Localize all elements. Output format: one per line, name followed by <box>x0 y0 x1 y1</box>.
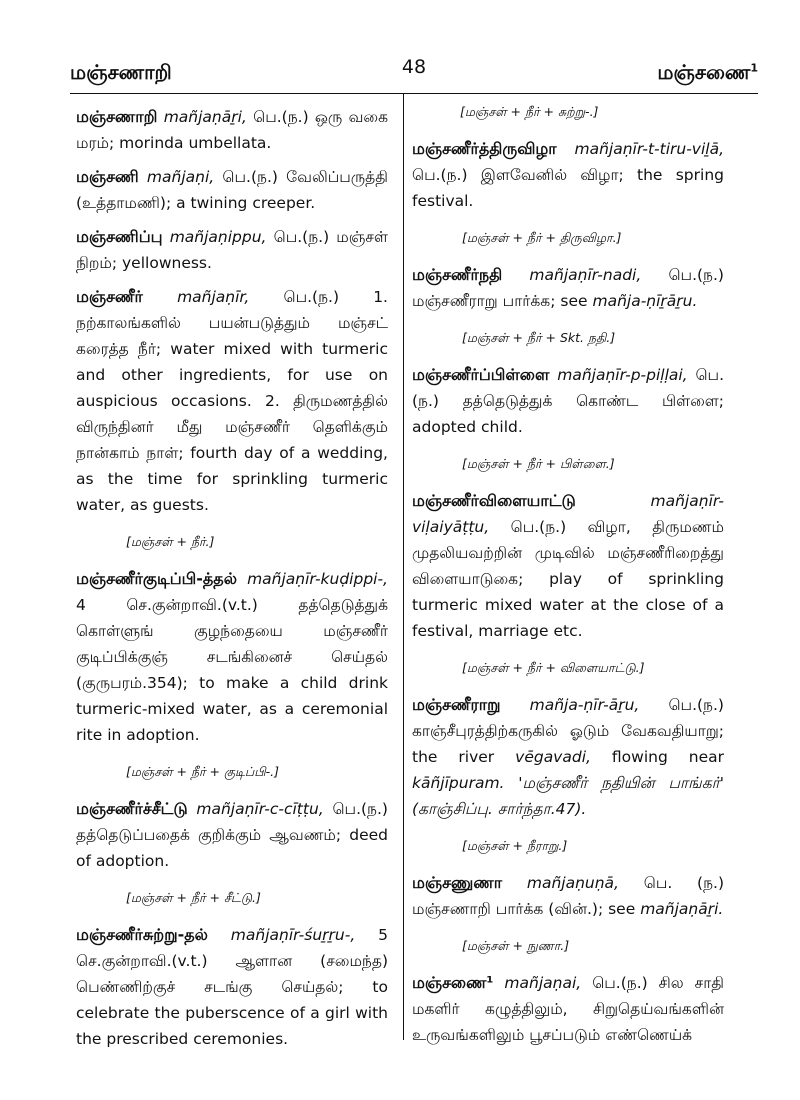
transliteration: mañjaṇīr-c-cīṭṭu, <box>196 800 324 818</box>
dictionary-entry <box>76 284 388 518</box>
definition: பெ.(ந.) விழா, திருமணம் முதலியவற்றின் முடிவில் மஞ்சணீரிறைத்து விளையாடுகை; play of sprinkling turmeric mixed water at the close of a festival, marriage etc. <box>412 518 724 640</box>
dictionary-entry <box>412 488 724 644</box>
definition: பெ.(ந.) 1. நற்காலங்களில் பயன்படுத்தும் மஞ்சட் கரைத்த நீர்; water mixed with turmeric and other ingredients, for use on auspicious occasions. 2. திருமணத்தில் விருந்தினர் மீது மஞ்சணீர் தெளிக்கும் நான்காம் நாள்; fourth day of a wedding, as the time for sprinkling turmeric water, as guests. <box>76 288 388 514</box>
citation: kāñjīpuram. 'மஞ்சணீர் நதியின் பாங்கர்' (காஞ்சிப்பு. சார்ந்தா.47). <box>412 774 724 818</box>
etymology: [மஞ்சள் + நீர் + சீட்டு.] <box>126 890 261 905</box>
headword: மஞ்சணீர்ச்சீட்டு <box>76 799 188 818</box>
page-header <box>70 48 758 88</box>
running-head-right-sup: 1 <box>750 61 758 75</box>
definition: பெ.(ந.) தத்தெடுத்துக் கொண்ட பிள்ளை; adopted child. <box>412 366 724 436</box>
dictionary-entry <box>76 164 388 216</box>
definition: 4 செ.குன்றாவி.(v.t.) தத்தெடுத்துக் கொள்ளுங் குழந்தையை மஞ்சணீர் குடிப்பிக்குஞ் சடங்கினைச் செய்தல் (குருபரம்.354); to make a child drink turmeric-mixed water, as a ceremonial rite in adoption. <box>76 596 388 744</box>
running-head-left: மஞ்சணாறி <box>70 60 172 84</box>
headword: மஞ்சணீர்சுற்று-தல் <box>76 925 208 944</box>
etymology: [மஞ்சள் + நுணா.] <box>462 938 570 953</box>
transliteration: mañjaṇīr-viḷaiyāṭṭu, <box>412 492 724 536</box>
definition: பெ.(ந.) வேலிப்பருத்தி (உத்தாமணி); a twining creeper. <box>76 168 388 212</box>
dictionary-entry <box>412 362 724 440</box>
definition: பெ.(ந.) மஞ்சள் நிறம்; yellowness. <box>76 228 388 272</box>
transliteration: mañjaṇīr-śuṟṟu-, <box>230 926 356 944</box>
etymology: [மஞ்சள் + நீர் + குடிப்பி-.] <box>126 764 279 779</box>
headword: மஞ்சணாறி <box>76 107 158 126</box>
definition: பெ.(ந.) இளவேனில் விழா; the spring festival. <box>412 166 724 210</box>
column-divider <box>403 94 404 1040</box>
dictionary-entry <box>412 262 724 314</box>
headword: மஞ்சணீர் <box>76 287 143 306</box>
headword: மஞ்சணுணா <box>412 873 503 892</box>
headword: மஞ்சணீர்விளையாட்டு <box>412 491 576 510</box>
dictionary-entry <box>412 692 724 822</box>
etymology: [மஞ்சள் + நீர் + விளையாட்டு.] <box>462 660 645 675</box>
definition: பெ.(ந.) தத்தெடுப்பதைக் குறிக்கும் ஆவணம்; deed of adoption. <box>76 800 388 870</box>
headword: மஞ்சணி <box>76 167 139 186</box>
headword: மஞ்சணீர்நதி <box>412 265 503 284</box>
transliteration: mañjaṇīr-kuḍippi-, <box>247 570 388 588</box>
transliteration: mañjaṇai, <box>504 974 582 992</box>
transliteration: mañjaṇīr-p-piḷḷai, <box>557 366 688 384</box>
page-number: 48 <box>401 56 427 78</box>
definition: பெ.(ந.) காஞ்சீபுரத்திற்கருகில் ஓடும் வேகவதியாறு; the river <box>412 696 724 766</box>
definition-continued: flowing near <box>611 748 724 766</box>
dictionary-entry <box>76 796 388 874</box>
definition: 5 செ.குன்றாவி.(v.t.) ஆளான (சமைந்த) பெண்ணிற்குச் சடங்கு செய்தல்; to celebrate the puberscence of a girl with the prescribed ceremonies. <box>76 926 388 1048</box>
dictionary-entry <box>76 224 388 276</box>
left-column <box>76 96 388 1052</box>
dictionary-entry <box>76 104 388 156</box>
definition: பெ.(ந.) சில சாதி மகளிர் கழுத்திலும், சிறுதெய்வங்களின் உருவங்களிலும் பூசப்படும் எண்ணெய்க் <box>412 974 725 1044</box>
headword: மஞ்சணீராறு <box>412 695 501 714</box>
cross-reference: mañjaṇāṟi. <box>640 900 724 918</box>
dictionary-entry <box>76 922 388 1052</box>
transliteration: mañjaṇāṟi, <box>163 108 247 126</box>
running-head-right <box>657 60 758 87</box>
transliteration: mañjaṇīr-t-tiru-viḻā, <box>574 140 724 158</box>
transliteration: mañjaṇippu, <box>169 228 267 246</box>
etymology: [மஞ்சள் + நீர்.] <box>126 534 215 549</box>
headword: மஞ்சணை¹ <box>412 973 494 992</box>
italic-term: vēgavadi, <box>515 748 591 766</box>
transliteration: mañjaṇuṇā, <box>526 874 619 892</box>
dictionary-entry <box>412 970 724 1048</box>
cross-reference: mañja-ṇīṟāṟu. <box>592 292 698 310</box>
headword: மஞ்சணீர்ப்பிள்ளை <box>412 365 550 384</box>
headword: மஞ்சணீர்த்திருவிழா <box>412 139 557 158</box>
definition: பெ.(ந.) மஞ்சணீராறு பார்க்க; see <box>412 266 724 310</box>
running-head-right-word: மஞ்சணை <box>657 60 751 84</box>
definition: பெ.(ந.) ஒரு வகை மரம்; morinda umbellata. <box>76 108 388 152</box>
etymology: [மஞ்சள் + நீர் + பிள்ளை.] <box>462 456 615 471</box>
dictionary-entry <box>412 870 724 922</box>
etymology: [மஞ்சள் + நீர் + சுற்று-.] <box>460 104 599 119</box>
definition: பெ. (ந.) மஞ்சணாறி பார்க்க (வின்.); see <box>412 874 724 918</box>
header-rule <box>70 93 758 94</box>
dictionary-entry <box>412 136 724 214</box>
etymology: [மஞ்சள் + நீர் + திருவிழா.] <box>462 230 622 245</box>
etymology: [மஞ்சள் + நீர் + Skt. நதி.] <box>462 330 616 345</box>
transliteration: mañjaṇīr, <box>177 288 250 306</box>
dictionary-entry <box>76 566 388 748</box>
transliteration: mañja-ṇīr-āṟu, <box>529 696 640 714</box>
headword: மஞ்சணீர்குடிப்பி-த்தல் <box>76 569 237 588</box>
headword: மஞ்சணிப்பு <box>76 227 163 246</box>
right-column <box>412 96 724 1048</box>
transliteration: mañjaṇi, <box>146 168 215 186</box>
etymology: [மஞ்சள் + நீராறு.] <box>462 838 568 853</box>
transliteration: mañjaṇīr-nadi, <box>529 266 642 284</box>
